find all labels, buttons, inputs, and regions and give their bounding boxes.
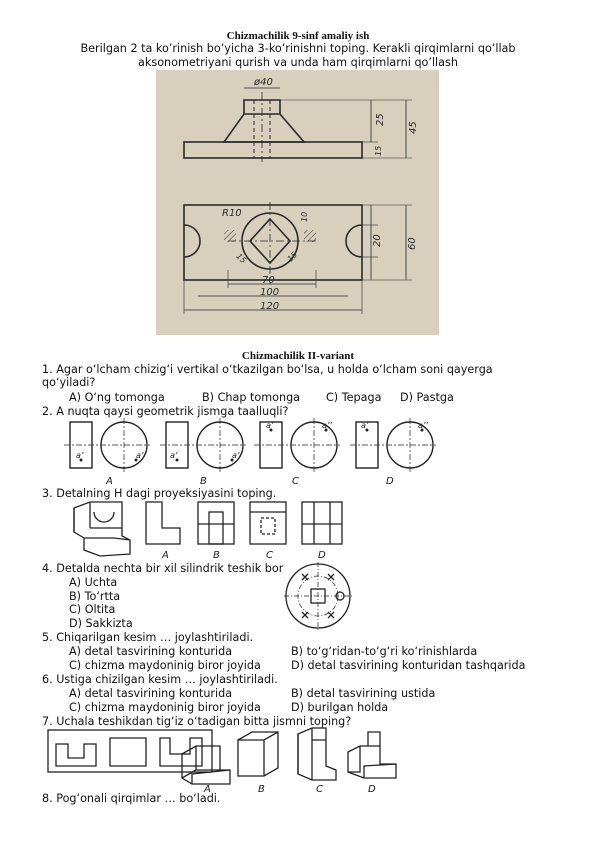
q6-option-d: D) burilgan holda	[291, 701, 389, 714]
worksheet-instructions: Berilgan 2 ta ko’rinish bo’yicha 3-ko’rinishni toping. Kerakli qirqimlarni qo’llab aksonometriyani qurish va unda ham qirqimlarni qo’llash	[80, 42, 516, 69]
dim-r10: R10	[222, 208, 242, 219]
question-3: 3. Detalning H dagi proyeksiyasini toping.	[42, 487, 277, 500]
q2-point-label: a’’	[322, 421, 332, 430]
q3-letter-b: B	[213, 550, 220, 560]
q3-figures	[70, 498, 360, 560]
dim-15: 15	[374, 145, 383, 156]
q3-d-view	[302, 502, 342, 544]
question-2: 2. A nuqta qaysi geometrik jismga taalluqli?	[42, 405, 289, 418]
q2-point-label: a’’	[418, 421, 428, 430]
q6-option-c: C) chizma maydoninig biror joyida	[69, 701, 261, 714]
q2-point-label: a’’	[232, 451, 242, 460]
variant-title: Chizmachilik II-variant	[241, 350, 355, 362]
q2-point-label: a’’	[136, 451, 146, 460]
q7-a-solid	[182, 746, 230, 784]
q5-option-a: A) detal tasvirining konturida	[69, 645, 233, 658]
q2-letter-d: D	[386, 476, 394, 486]
worksheet-title: Chizmachilik 9-sinf amaliy ish	[226, 30, 370, 42]
question-1: 1. Agar o‘lcham chizig‘i vertikal o‘tkazilgan bo‘lsa, u holda o‘lcham soni qayerga qo‘yiladi?	[42, 363, 493, 389]
q7-letter-d: D	[368, 784, 376, 794]
question-6: 6. Ustiga chizilgan kesim … joylashtiriladi.	[42, 673, 278, 686]
q6-option-b: B) detal tasvirining ustida	[291, 687, 436, 700]
q7-d-solid	[348, 732, 396, 778]
q3-letter-d: D	[318, 550, 326, 560]
q7-b-solid	[238, 732, 278, 776]
dim-70: 70	[262, 275, 275, 286]
q2-letter-b: B	[200, 476, 207, 486]
q2-point-label: a’	[170, 451, 178, 460]
q2-letter-c: C	[292, 476, 299, 486]
q3-a-view	[146, 502, 180, 544]
q4-option-d: D) Sakkizta	[69, 617, 133, 630]
q3-b-view	[198, 502, 234, 544]
dim-10: 10	[300, 211, 309, 222]
q3-letter-c: C	[266, 550, 273, 560]
dim-60: 60	[407, 237, 418, 250]
dim-45: 45	[408, 121, 419, 134]
question-8: 8. Pog‘onali qirqimlar … bo‘ladi.	[42, 792, 221, 805]
question-5: 5. Chiqarilgan kesim … joylashtiriladi.	[42, 631, 254, 644]
dim-120: 120	[260, 301, 280, 312]
question-4: 4. Detalda nechta bir xil silindrik teshik bor	[42, 562, 284, 575]
dim-20: 20	[372, 234, 383, 247]
q4-figure	[284, 562, 354, 630]
q2-point-label: a’	[361, 421, 369, 430]
q7-c-solid	[298, 728, 336, 780]
technical-drawing-photo	[156, 70, 439, 335]
q7-letter-c: C	[316, 784, 323, 794]
q2-point-label: a’	[266, 421, 274, 430]
q6-option-a: A) detal tasvirining konturida	[69, 687, 233, 700]
q4-option-a: A) Uchta	[69, 576, 118, 589]
q2-figures	[60, 418, 450, 486]
question-7: 7. Uchala teshikdan tig‘iz o‘tadigan bitta jismni toping?	[42, 715, 352, 728]
q7-letter-b: B	[258, 784, 265, 794]
q5-option-d: D) detal tasvirining konturidan tashqarida	[291, 659, 526, 672]
dim-15-right: 15	[285, 250, 300, 264]
q1-option-d: D) Pastga	[400, 391, 454, 404]
q3-letter-a: A	[162, 550, 169, 560]
dim-100: 100	[260, 287, 280, 298]
technical-drawing	[156, 70, 439, 335]
q1-option-b: B) Chap tomonga	[202, 391, 301, 404]
q5-option-c: C) chizma maydoninig biror joyida	[69, 659, 261, 672]
dim-diameter-40: ø40	[254, 77, 273, 88]
q2-point-label: a’	[76, 451, 84, 460]
front-boss	[224, 114, 304, 142]
q4-option-b: B) To‘rtta	[69, 590, 121, 603]
q7-hole-1	[56, 744, 96, 766]
q2-letter-a: A	[106, 476, 113, 486]
q3-iso-part	[74, 502, 130, 556]
q3-c-view	[250, 502, 286, 544]
q5-option-b: B) to‘g‘ridan-to‘g‘ri ko‘rinishlarda	[291, 645, 478, 658]
q1-option-c: C) Tepaga	[326, 391, 382, 404]
dim-25: 25	[375, 113, 386, 126]
q7-letter-a: A	[204, 784, 211, 794]
q7-hole-2	[110, 738, 146, 766]
q7-figures	[46, 726, 402, 794]
front-base	[184, 142, 362, 158]
dim-15-left: 15	[234, 251, 248, 266]
q1-option-a: A) O‘ng tomonga	[69, 391, 165, 404]
q4-option-c: C) Oltita	[69, 603, 116, 616]
